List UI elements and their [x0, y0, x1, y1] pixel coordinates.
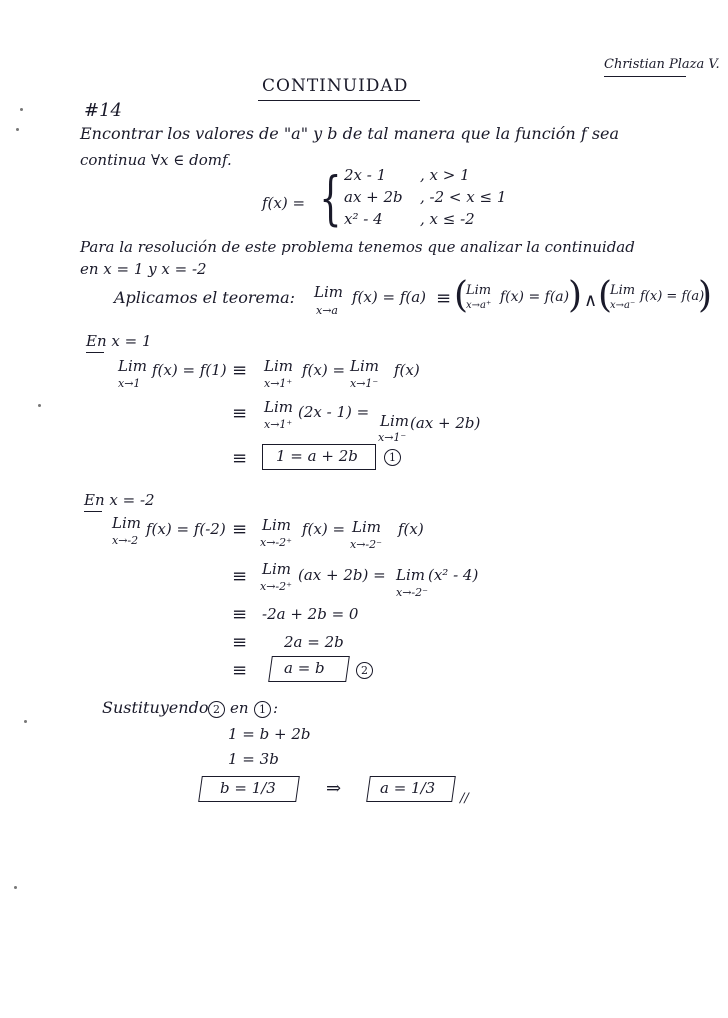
s2-r1-rhs: f(x): [398, 520, 424, 538]
s2-r1-sub: x→-2: [112, 534, 139, 547]
result-a: a = 1/3: [380, 779, 436, 797]
statement-line-1: Encontrar los valores de "a" y b de tal manera que la función f sea: [80, 124, 620, 143]
theorem-lim-right: Lim: [466, 283, 492, 298]
section2-heading-underline: [84, 511, 102, 512]
result-b: b = 1/3: [220, 779, 276, 797]
s2-r2-expr2: (x² - 4): [428, 566, 479, 584]
s1-r2-expr: (2x - 1) =: [298, 403, 370, 421]
signature-underline: [604, 76, 686, 77]
s2-r1-mid: f(x) =: [302, 520, 346, 538]
case-cond-3: , x ≤ -2: [420, 210, 475, 228]
theorem-lim-sub: x→a: [316, 304, 338, 317]
theorem-fx-fa: f(x) = f(a): [352, 288, 427, 306]
s2-r2-equiv: ≡: [232, 566, 248, 587]
s1-r1-mid: f(x) =: [302, 361, 346, 379]
s1-r1-sub: x→1: [118, 377, 141, 390]
s2-r1-sub2: x→-2⁺: [260, 536, 292, 549]
case-expr-3: x² - 4: [344, 210, 383, 228]
theorem-right-expr: f(x) = f(a): [500, 289, 570, 305]
page-title: CONTINUIDAD: [262, 76, 409, 96]
s2-r1-lim: Lim: [112, 514, 141, 532]
case-expr-2: ax + 2b: [344, 188, 403, 206]
s1-r1-lhs: f(x) = f(1): [152, 361, 227, 379]
s1-r1-lim2: Lim: [264, 357, 293, 375]
s1-tag-circle: 1: [384, 449, 401, 466]
section1-heading-underline: [86, 352, 104, 353]
s2-r1-equiv: ≡: [232, 519, 248, 540]
s2-r2-lim2: Lim: [396, 566, 425, 584]
implies-arrow: ⇒: [326, 778, 342, 799]
s1-r2-lim: Lim: [264, 398, 293, 416]
piecewise-brace: {: [319, 164, 342, 232]
s2-r2-sub2: x→-2⁻: [396, 586, 428, 599]
subst-tag-b-circle: 1: [254, 701, 271, 718]
s2-r1-sub3: x→-2⁻: [350, 538, 382, 551]
end-mark: //: [460, 791, 469, 806]
s1-tag: [384, 448, 401, 466]
function-lhs: f(x) =: [262, 194, 306, 212]
theorem-lim-left-sub: x→a⁻: [610, 300, 636, 311]
subst-tag-b: [254, 700, 271, 718]
s2-r4-expr: 2a = 2b: [284, 633, 344, 651]
theorem-paren-close-2: ): [698, 275, 713, 316]
theorem-lim-left: Lim: [610, 283, 636, 298]
s1-r1-lim3: Lim: [350, 357, 379, 375]
s1-r2-equiv: ≡: [232, 403, 248, 424]
s2-r3-expr: -2a + 2b = 0: [262, 605, 359, 623]
title-underline: [258, 100, 420, 101]
s2-r1-lhs: f(x) = f(-2): [146, 520, 226, 538]
case-expr-1: 2x - 1: [344, 166, 387, 184]
theorem-paren-open: (: [454, 275, 469, 316]
s1-r2-sub: x→1⁺: [264, 418, 293, 431]
theorem-wedge: ∧: [584, 290, 598, 311]
subst-line-1: 1 = b + 2b: [228, 725, 311, 743]
theorem-lim-right-sub: x→a⁺: [466, 300, 492, 311]
theorem-left-expr: f(x) = f(a): [640, 289, 705, 304]
subst-colon: :: [273, 699, 279, 717]
statement-line-2: continua ∀x ∈ domf.: [80, 151, 232, 169]
s1-r2-expr2: (ax + 2b): [410, 414, 481, 432]
s2-r1-lim3: Lim: [352, 518, 381, 536]
s2-r4-equiv: ≡: [232, 632, 248, 653]
s1-r3-equiv: ≡: [232, 448, 248, 469]
section1-heading: En x = 1: [86, 332, 152, 350]
margin-dot: [14, 886, 17, 889]
theorem-intro: Aplicamos el teorema:: [114, 288, 296, 307]
s2-result: a = b: [284, 659, 325, 677]
s2-tag-circle: 2: [356, 662, 373, 679]
theorem-paren-open-2: (: [598, 275, 613, 316]
theorem-equiv: ≡: [436, 288, 452, 309]
case-cond-2: , -2 < x ≤ 1: [420, 188, 507, 206]
margin-dot: [16, 128, 19, 131]
s2-r2-expr: (ax + 2b) =: [298, 566, 386, 584]
paragraph-line-1: Para la resolución de este problema tenemos que analizar la continuidad: [80, 238, 635, 256]
s1-r1-sub2: x→1⁺: [264, 377, 293, 390]
s2-r2-lim: Lim: [262, 560, 291, 578]
theorem-lim: Lim: [314, 283, 343, 301]
s2-tag: [356, 661, 373, 679]
exercise-number: #14: [84, 100, 122, 121]
case-cond-1: , x > 1: [420, 166, 470, 184]
subst-text: Sustituyendo: [102, 698, 209, 717]
subst-en: en: [230, 699, 249, 717]
section2-heading: En x = -2: [84, 491, 155, 509]
s1-result: 1 = a + 2b: [276, 447, 358, 465]
s2-r2-sub: x→-2⁺: [260, 580, 292, 593]
subst-tag-a-circle: 2: [208, 701, 225, 718]
s1-r1-rhs: f(x): [394, 361, 420, 379]
s1-r2-sub2: x→1⁻: [378, 431, 407, 444]
margin-dot: [38, 404, 41, 407]
author-signature: Christian Plaza V.: [604, 57, 720, 72]
s1-r1-equiv: ≡: [232, 360, 248, 381]
paragraph-line-2: en x = 1 y x = -2: [80, 260, 207, 278]
s1-r1-sub3: x→1⁻: [350, 377, 379, 390]
theorem-paren-close: ): [568, 275, 583, 316]
s2-r5-equiv: ≡: [232, 660, 248, 681]
margin-dot: [20, 108, 23, 111]
s1-r1-lim: Lim: [118, 357, 147, 375]
s1-r2-lim2: Lim: [380, 412, 409, 430]
margin-dot: [24, 720, 27, 723]
subst-line-2: 1 = 3b: [228, 750, 279, 768]
s2-r3-equiv: ≡: [232, 604, 248, 625]
subst-tag-a: [208, 700, 225, 718]
s2-r1-lim2: Lim: [262, 516, 291, 534]
